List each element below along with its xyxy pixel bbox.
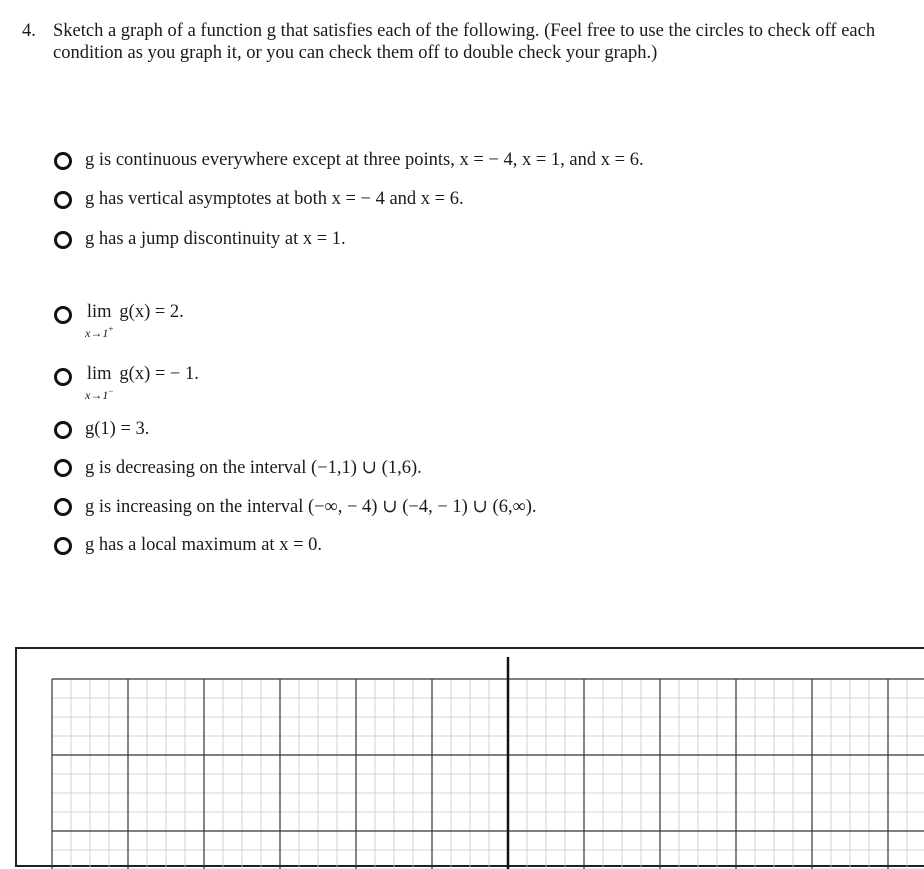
condition-point-value <box>54 419 149 440</box>
limit-word: lim <box>86 364 112 384</box>
minor-grid-lines <box>52 679 924 869</box>
limit-approach: x→1 <box>85 326 109 340</box>
limit-side: + <box>108 324 114 334</box>
check-circle[interactable] <box>54 152 72 170</box>
limit-subscript <box>85 323 113 339</box>
limit-operator <box>85 302 113 339</box>
condition-local-max <box>54 535 322 556</box>
limit-value: g(x) = − 1. <box>119 364 199 384</box>
check-circle[interactable] <box>54 368 72 386</box>
condition-jump <box>54 229 346 250</box>
condition-text: g is decreasing on the interval (−1,1) ∪ (1,6). <box>85 458 422 478</box>
check-circle[interactable] <box>54 459 72 477</box>
question-number: 4. <box>22 21 36 41</box>
check-circle[interactable] <box>54 231 72 249</box>
limit-expression <box>85 364 199 401</box>
check-circle[interactable] <box>54 498 72 516</box>
check-circle[interactable] <box>54 421 72 439</box>
condition-text: g(1) = 3. <box>85 419 150 439</box>
condition-text: g is increasing on the interval (−∞, − 4) ∪ (−4, − 1) ∪ (6,∞). <box>85 497 537 517</box>
condition-asymptotes <box>54 189 464 210</box>
limit-operator <box>85 364 113 401</box>
condition-text: g has vertical asymptotes at both x = − 4 and x = 6. <box>85 189 464 209</box>
condition-text: g is continuous everywhere except at three points, x = − 4, x = 1, and x = 6. <box>85 150 644 170</box>
limit-word: lim <box>86 302 112 322</box>
condition-text: g has a jump discontinuity at x = 1. <box>85 229 346 249</box>
question-prompt: Sketch a graph of a function g that satisfies each of the following. (Feel free to use the circles to check off each condition as you graph it, or you can check them off to double check your graph.) <box>53 21 876 63</box>
check-circle[interactable] <box>54 537 72 555</box>
condition-increasing <box>54 496 537 518</box>
limit-side: − <box>108 386 114 396</box>
condition-continuity <box>54 150 644 171</box>
limit-value: g(x) = 2. <box>119 302 184 322</box>
condition-text: g has a local maximum at x = 0. <box>85 535 323 555</box>
limit-approach: x→1 <box>85 388 109 402</box>
graph-grid <box>17 649 924 869</box>
limit-expression <box>85 302 184 339</box>
condition-left-limit <box>54 364 199 401</box>
condition-decreasing <box>54 457 422 479</box>
limit-subscript <box>85 385 113 401</box>
graph-area[interactable] <box>15 647 924 867</box>
condition-right-limit <box>54 302 184 339</box>
check-circle[interactable] <box>54 191 72 209</box>
check-circle[interactable] <box>54 306 72 324</box>
